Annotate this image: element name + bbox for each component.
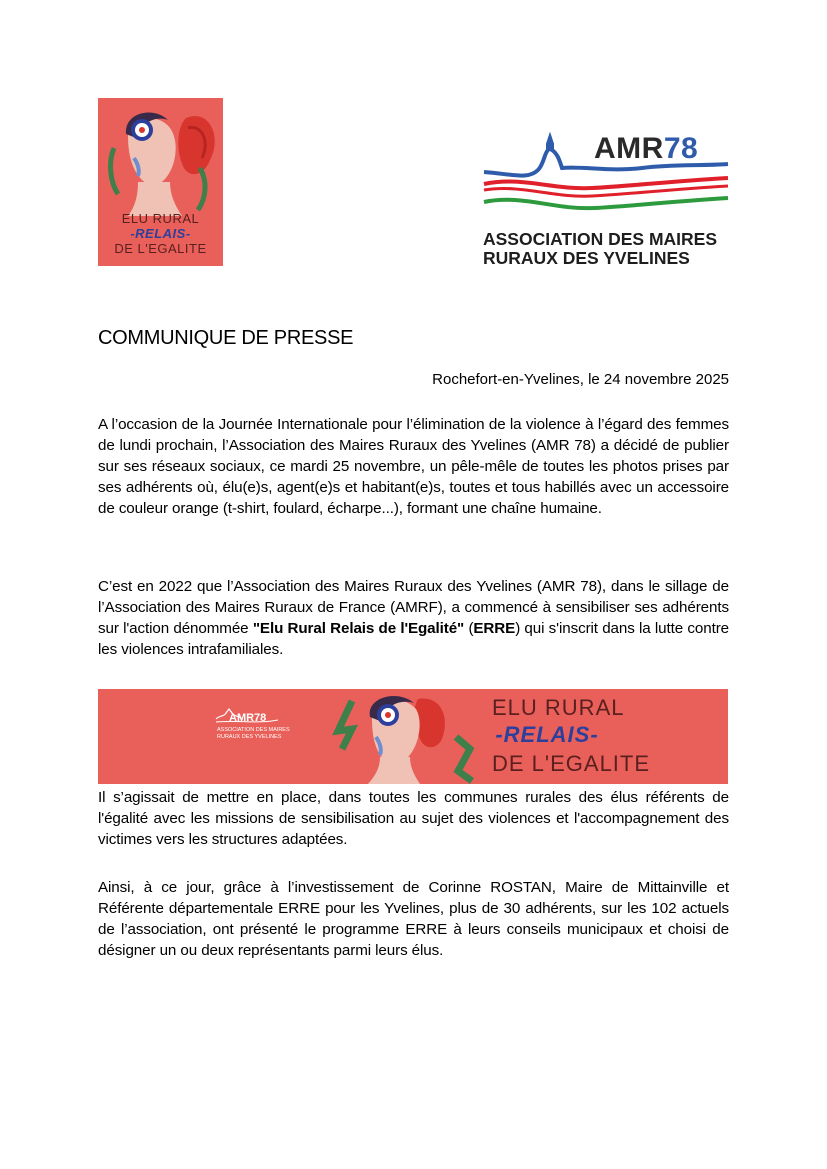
- poster-text-line3: DE L'EGALITE: [114, 241, 207, 256]
- logo-title: [594, 132, 698, 166]
- poster-text-line2: -RELAIS-: [130, 226, 191, 241]
- poster-text-line1: ELU RURAL: [121, 211, 200, 226]
- paragraph-4: Ainsi, à ce jour, grâce à l’investissement de Corinne ROSTAN, Maire de Mittainville et Référente départementale ERRE pour les Yvelines, plus de 30 adhérents, sur les 102 actuels de l’association, ont présenté le programme ERRE à leurs conseils municipaux et choisi de désigner un ou deux représentants parmi leurs élus.: [98, 879, 729, 959]
- banner-logo-line2: RURAUX DES YVELINES: [217, 734, 282, 740]
- erre-banner-image: [98, 689, 728, 784]
- paragraph-2-acronym: ERRE: [473, 620, 516, 637]
- logo-title-78: 78: [663, 132, 699, 165]
- logo-title-amr: AMR: [594, 132, 664, 165]
- banner-text-line3: DE L'EGALITE: [492, 751, 651, 776]
- banner-logo-name: AMR78: [229, 712, 267, 724]
- paragraph-2-text-a: C’est en 2022 que l’Association des Maires Ruraux des Yvelines (AMR 78), dans le sillage de l’Association des Maires Ruraux de France (AMRF), a commencé à sensibiliser ses adhérents sur l'action dénommée: [98, 578, 729, 637]
- date-line: Rochefort-en-Yvelines, le 24 novembre 2025: [432, 371, 729, 388]
- banner-logo-line1: ASSOCIATION DES MAIRES: [217, 727, 290, 733]
- paragraph-3: Il s’agissait de mettre en place, dans toutes les communes rurales des élus référents de l'égalité avec les missions de sensibilisation au sujet des violences et l'accompagnement des victimes vers les structures adaptées.: [98, 789, 729, 848]
- amr78-logo: [482, 128, 732, 268]
- paragraph-2-text-b: (: [464, 620, 474, 637]
- banner-text-line2: -RELAIS-: [495, 722, 599, 747]
- paragraph-2-text-c: ) qui s'inscrit dans la lutte contre les violences intrafamiliales.: [98, 620, 730, 658]
- banner-text-line1: ELU RURAL: [492, 695, 625, 720]
- paragraph-2: [98, 576, 729, 660]
- erre-poster-image: [98, 98, 223, 266]
- paragraph-2-action-name: "Elu Rural Relais de l'Egalité": [252, 620, 465, 637]
- logo-subtitle-line2: RURAUX DES YVELINES: [483, 248, 690, 268]
- paragraph-1: A l’occasion de la Journée Internationale pour l’élimination de la violence à l’égard des femmes de lundi prochain, l’Association des Maires Ruraux des Yvelines (AMR 78) a décidé de publier sur ses réseaux sociaux, ce mardi 25 novembre, un pêle-mêle de toutes les photos prises par ses adhérents où, élu(e)s, agent(e)s et habitant(e)s, toutes et tous habillés avec un accessoire de couleur orange (t-shirt, foulard, écharpe...), formant une chaîne humaine.: [98, 416, 729, 517]
- logo-subtitle-line1: ASSOCIATION DES MAIRES: [483, 229, 718, 249]
- page-title: COMMUNIQUE DE PRESSE: [98, 327, 354, 349]
